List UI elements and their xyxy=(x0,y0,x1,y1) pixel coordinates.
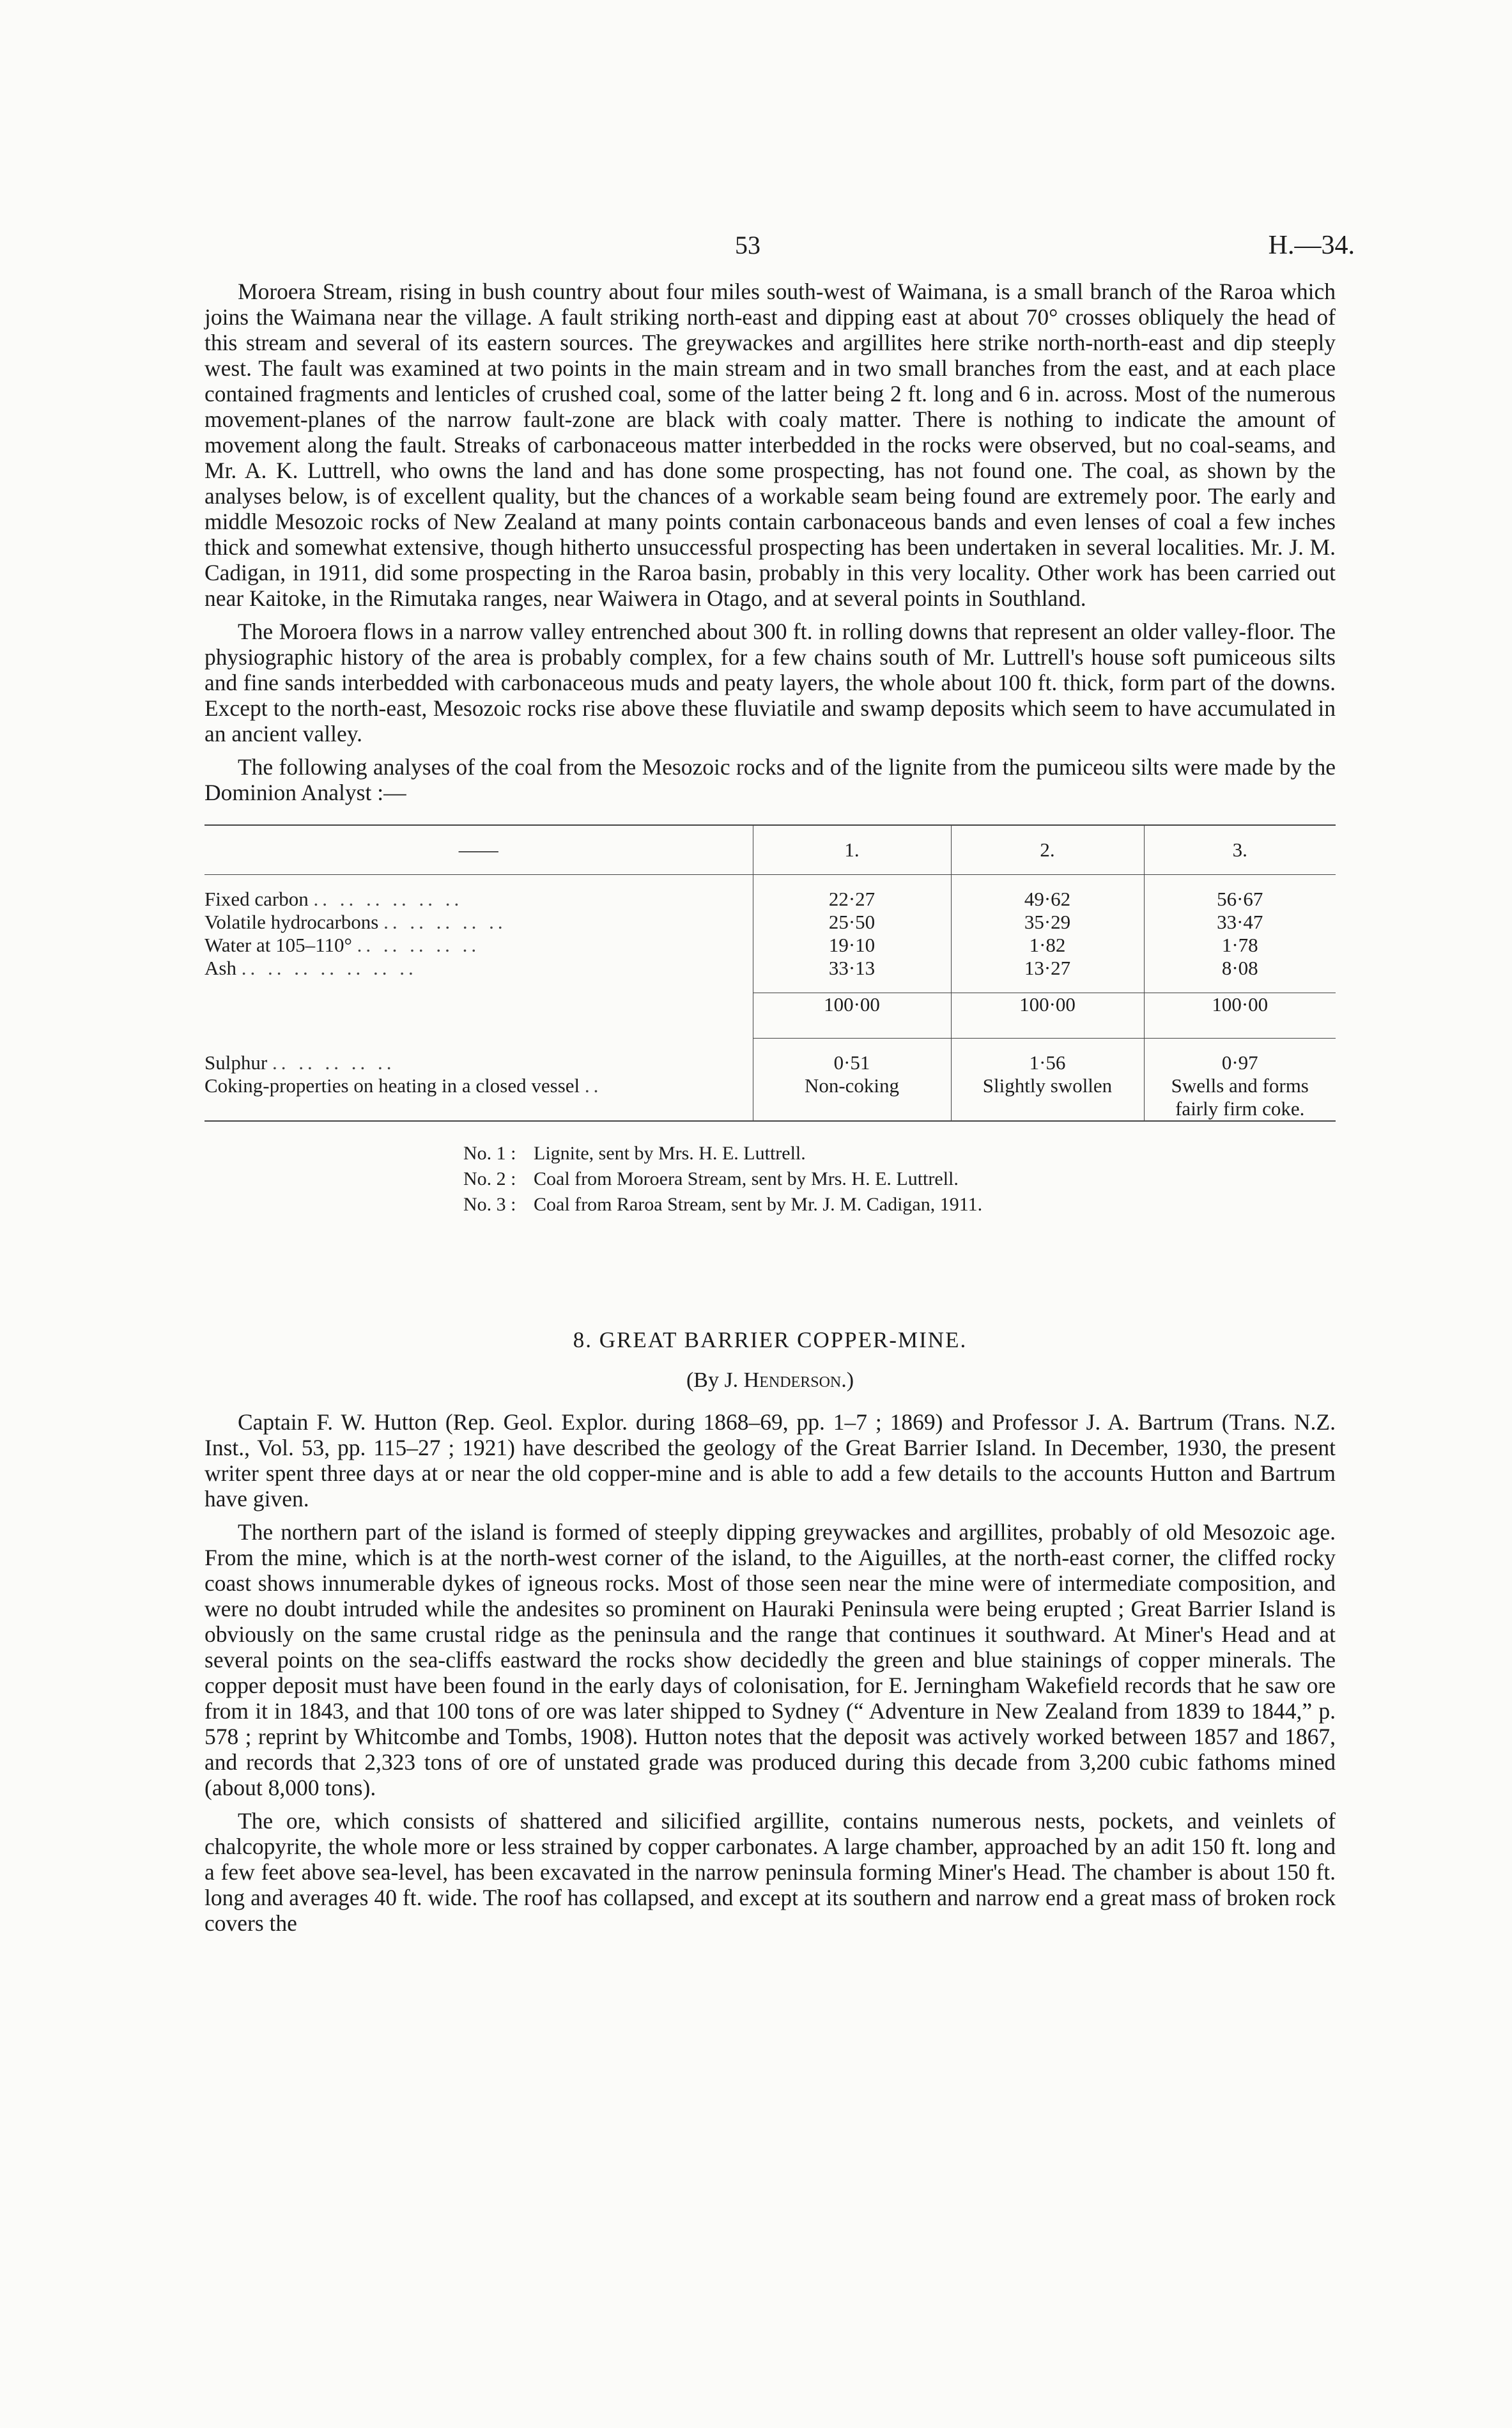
leader-dots: .. .. .. .. .. .. xyxy=(313,888,463,910)
note: No. 1 : Lignite, sent by Mrs. H. E. Luttrell. xyxy=(463,1143,806,1164)
cell: 19·10 xyxy=(753,934,951,957)
table-row xyxy=(204,934,1336,957)
paragraph: Captain F. W. Hutton (Rep. Geol. Explor. during 1868–69, pp. 1–7 ; 1869) and Professor J. A. Bartrum (Trans. N.Z. Inst., Vol. 53, pp. 115–27 ; 1921) have described the geology of the Great Barrier Island. In December, 1930, the present writer spent three days at or near the old copper-mine and is able to add a few details to the accounts Hutton and Bartrum have given. xyxy=(204,1409,1336,1512)
cell: 1·78 xyxy=(1144,934,1336,957)
table-row xyxy=(204,1074,1336,1121)
cell: Swells and forms fairly firm coke. xyxy=(1144,1074,1336,1121)
cell: 22·27 xyxy=(753,888,951,911)
page-number: 53 xyxy=(735,231,760,259)
table-header-3: 3. xyxy=(1144,825,1336,875)
paragraph: Moroera Stream, rising in bush country about four miles south-west of Waimana, is a small branch of the Raroa which joins the Waimana near the village. A fault striking north-east and dipping east at about 70° crosses obliquely the head of this stream and several of its eastern sources. The greywackes and argillites here strike north-north-east and dip steeply west. The fault was examined at two points in the main stream and in two small branches from the east, and at each place contained fragments and lenticles of crushed coal, some of the latter being 2 ft. long and 6 in. across. Most of the numerous movement-planes of the narrow fault-zone are black with coaly matter. There is nothing to indicate the amount of movement along the fault. Streaks of carbonaceous matter interbedded in the rocks were observed, but no coal-seams, and Mr. A. K. Luttrell, who owns the land and has done some prospecting, has not found one. The coal, as shown by the analyses below, is of excellent quality, but the chances of a workable seam being found are extremely poor. The early and middle Mesozoic rocks of New Zealand at many points contain carbonaceous bands and even lenses of coal a few inches thick and somewhat extensive, though hitherto unsuccessful prospecting has been undertaken in several localities. Mr. J. M. Cadigan, in 1911, did some prospecting in the Raroa basin, probably in this very locality. Other work has been carried out near Kaitoke, in the Rimutaka ranges, near Waiwera in Otago, and at several points in Southland. xyxy=(204,279,1336,611)
total-cell: 100·00 xyxy=(1144,993,1336,1039)
leader-dots: .. xyxy=(584,1074,603,1097)
section-moroera xyxy=(204,279,1336,805)
table-notes xyxy=(463,1141,1336,1218)
table-row xyxy=(204,911,1336,934)
cell: Non-coking xyxy=(753,1074,951,1121)
section-great-barrier xyxy=(204,1409,1336,1936)
leader-dots: .. .. .. .. .. xyxy=(383,911,507,933)
cell: 33·13 xyxy=(753,957,951,980)
leader-dots: .. .. .. .. .. xyxy=(272,1051,396,1074)
note: No. 2 : Coal from Moroera Stream, sent by Mrs. H. E. Luttrell. xyxy=(463,1168,959,1189)
cell: 56·67 xyxy=(1144,888,1336,911)
row-label: Coking-properties on heating in a closed vessel xyxy=(204,1074,580,1097)
cell: 13·27 xyxy=(951,957,1144,980)
row-label: Volatile hydrocarbons xyxy=(204,911,379,933)
cell: Slightly swollen xyxy=(951,1074,1144,1121)
row-label: Sulphur xyxy=(204,1051,268,1074)
page-reference: H.—34. xyxy=(1268,231,1355,260)
analysis-table xyxy=(204,824,1336,1122)
cell: 33·47 xyxy=(1144,911,1336,934)
totals-row xyxy=(204,993,1336,1039)
cell: 8·08 xyxy=(1144,957,1336,980)
table-row xyxy=(204,888,1336,911)
document-page xyxy=(204,230,1355,1936)
cell: 35·29 xyxy=(951,911,1144,934)
paragraph: The ore, which consists of shattered and silicified argillite, contains numerous nests, pockets, and veinlets of chalcopyrite, the whole more or less strained by copper carbonates. A large chamber, approached by an adit 150 ft. long and a few feet above sea-level, has been excavated in the narrow peninsula forming Miner's Head. The chamber is about 150 ft. long and averages 40 ft. wide. The roof has collapsed, and except at its southern and narrow end a great mass of broken rock covers the xyxy=(204,1808,1336,1936)
section-title: 8. GREAT BARRIER COPPER-MINE. xyxy=(573,1327,968,1352)
table-header-blank: —— xyxy=(204,825,753,875)
leader-dots: .. .. .. .. .. .. .. xyxy=(241,957,417,979)
paragraph: The following analyses of the coal from the Mesozoic rocks and of the lignite from the pumiceou silts were made by the Dominion Analyst :— xyxy=(204,754,1336,805)
byline: (By J. Henderson.) xyxy=(686,1368,854,1392)
row-label: Fixed carbon xyxy=(204,888,309,910)
note: No. 3 : Coal from Raroa Stream, sent by Mr. J. M. Cadigan, 1911. xyxy=(463,1194,983,1215)
cell: 0·51 xyxy=(753,1051,951,1074)
page-header xyxy=(204,230,1355,275)
cell: 49·62 xyxy=(951,888,1144,911)
cell: 1·56 xyxy=(951,1051,1144,1074)
cell: 25·50 xyxy=(753,911,951,934)
table-row xyxy=(204,1051,1336,1074)
total-cell: 100·00 xyxy=(951,993,1144,1039)
table-row xyxy=(204,957,1336,980)
leader-dots: .. .. .. .. .. xyxy=(357,934,481,956)
total-cell: 100·00 xyxy=(753,993,951,1039)
row-label: Ash xyxy=(204,957,236,979)
table-header-1: 1. xyxy=(753,825,951,875)
author-name: Henderson xyxy=(743,1368,842,1392)
cell: 1·82 xyxy=(951,934,1144,957)
table-header-2: 2. xyxy=(951,825,1144,875)
paragraph: The Moroera flows in a narrow valley entrenched about 300 ft. in rolling downs that represent an older valley-floor. The physiographic history of the area is probably complex, for a few chains south of Mr. Luttrell's house soft pumiceous silts and fine sands interbedded with carbonaceous muds and peaty layers, the whole about 100 ft. thick, form part of the downs. Except to the north-east, Mesozoic rocks rise above these fluviatile and swamp deposits which seem to have accumulated in an ancient valley. xyxy=(204,619,1336,746)
paragraph: The northern part of the island is formed of steeply dipping greywackes and argillites, probably of old Mesozoic age. From the mine, which is at the north-west corner of the island, to the Aiguilles, at the north-east corner, the cliffed rocky coast shows innumerable dykes of igneous rocks. Most of those seen near the mine were of intermediate composition, and were no doubt intruded while the andesites so prominent on Hauraki Peninsula were being erupted ; Great Barrier Island is obviously on the same crustal ridge as the peninsula and the range that continues it southward. At Miner's Head and at several points on the sea-cliffs eastward the rocks show decidedly the green and blue stainings of copper minerals. The copper deposit must have been found in the early days of colonisation, for E. Jerningham Wakefield records that he saw ore from it in 1843, and that 100 tons of ore was later shipped to Sydney (“ Adventure in New Zealand from 1839 to 1844,” p. 578 ; reprint by Whitcombe and Tombs, 1908). Hutton notes that the deposit was actively worked between 1857 and 1867, and records that 2,323 tons of ore of unstated grade was produced during this decade from 3,200 cubic fathoms mined (about 8,000 tons). xyxy=(204,1519,1336,1800)
row-label: Water at 105–110° xyxy=(204,934,352,956)
table-header-row xyxy=(204,825,1336,875)
cell: 0·97 xyxy=(1144,1051,1336,1074)
